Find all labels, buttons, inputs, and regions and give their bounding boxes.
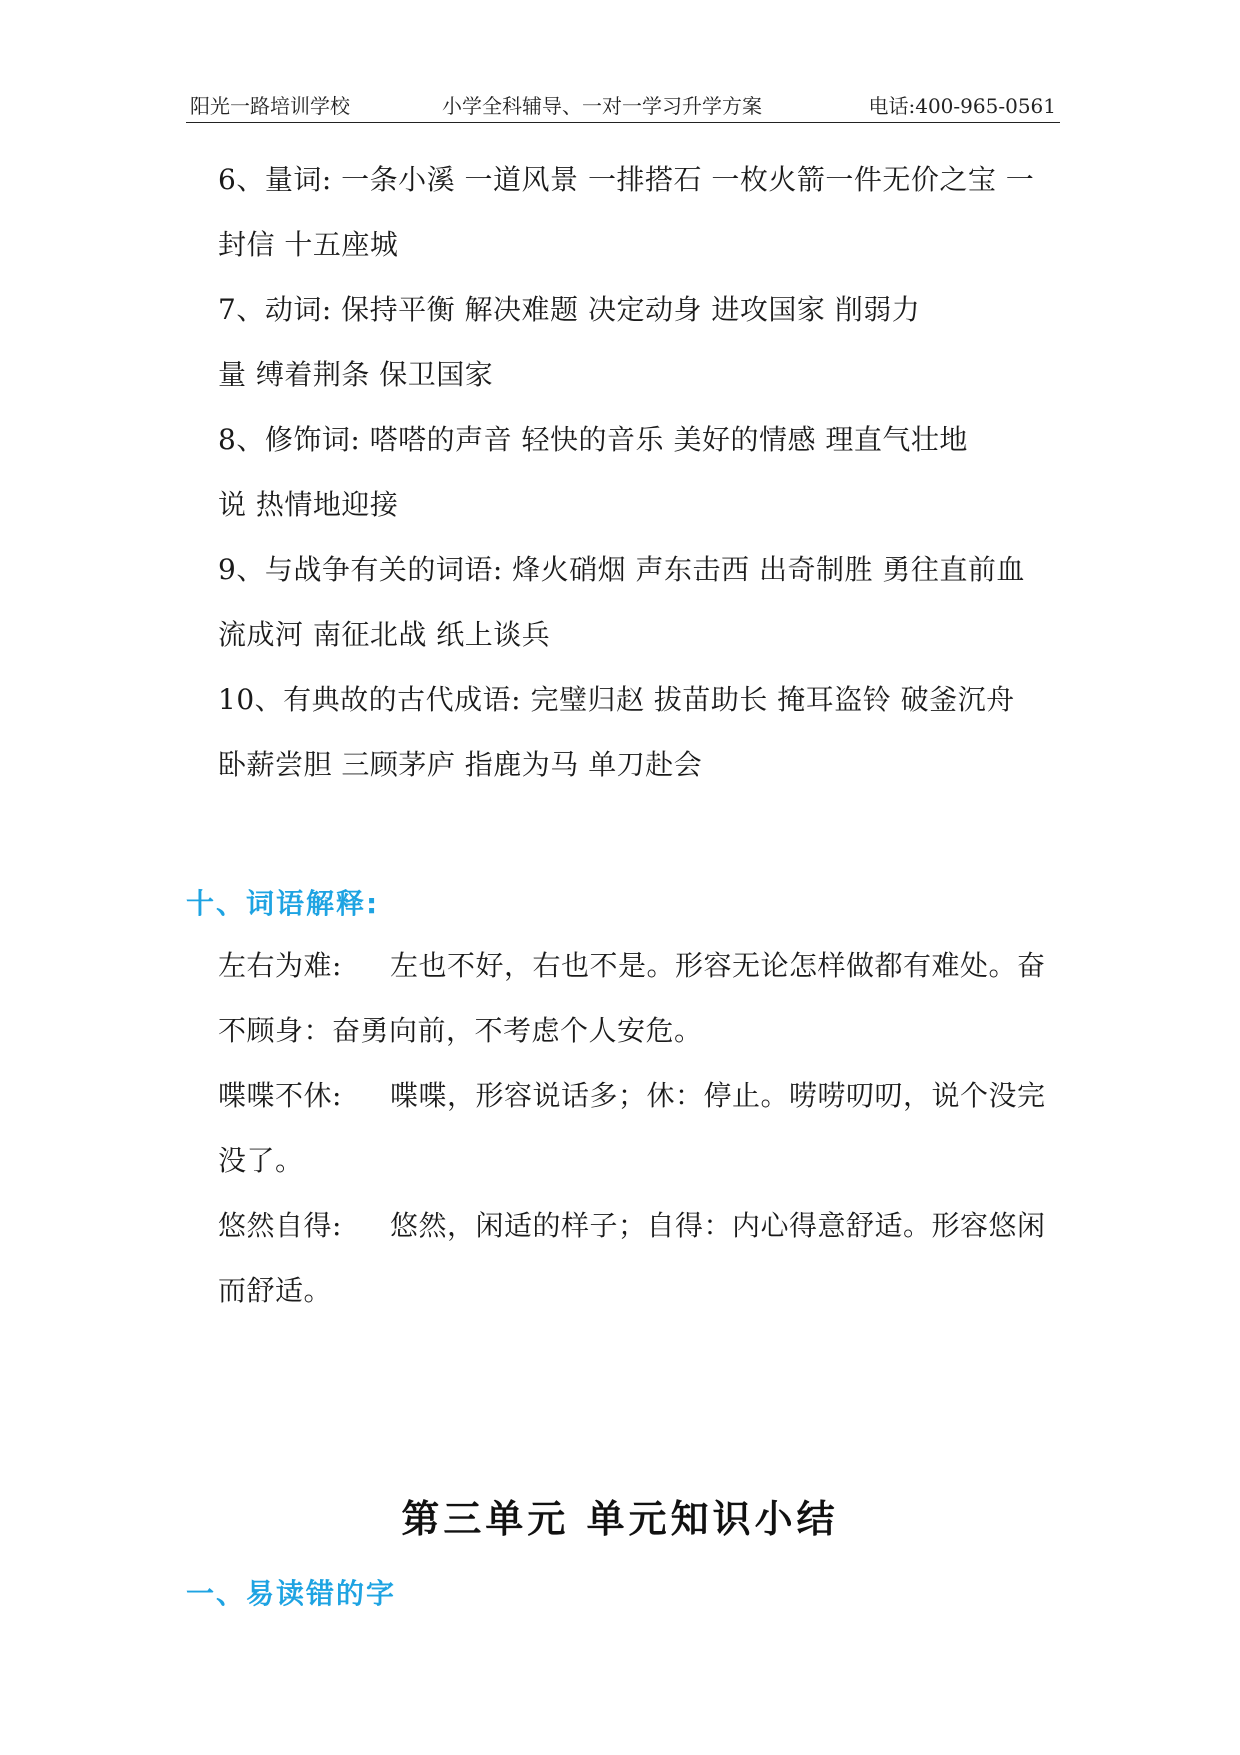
page-header — [186, 88, 1060, 123]
word-list-7-line2: 量 缚着荆条 保卫国家 — [218, 358, 494, 391]
section-ten-heading: 十、词语解释: — [186, 887, 380, 920]
definition-entry-1-cont: 不顾身：奋勇向前，不考虑个人安危。 — [218, 1014, 703, 1047]
header-slogan: 小学全科辅导、一对一学习升学方案 — [442, 94, 762, 118]
word-list-6-line1: 6、量词: 一条小溪 一道风景 一排搭石 一枚火箭一件无价之宝 一 — [218, 163, 1035, 196]
definition-entry-3-cont: 而舒适。 — [218, 1274, 333, 1307]
word-list-9-line2: 流成河 南征北战 纸上谈兵 — [218, 618, 551, 651]
definition-entry-1 — [218, 946, 1068, 986]
word-list-6-line2: 封信 十五座城 — [218, 228, 399, 261]
word-list-7-line1: 7、动词: 保持平衡 解决难题 决定动身 进攻国家 削弱力 — [218, 293, 921, 326]
definition-entry-2-cont: 没了。 — [218, 1144, 304, 1177]
definition-entry-3 — [218, 1206, 1068, 1246]
definition-text: 左也不好，右也不是。形容无论怎样做都有难处。奋 — [390, 949, 1046, 982]
definition-term: 悠然自得: — [218, 1209, 342, 1242]
definition-term: 喋喋不休: — [218, 1079, 342, 1112]
definition-entry-2 — [218, 1076, 1068, 1116]
word-list-10-line2: 卧薪尝胆 三顾茅庐 指鹿为马 单刀赴会 — [218, 748, 703, 781]
header-phone: 电话:400-965-0561 — [868, 94, 1056, 118]
definition-term: 左右为难: — [218, 949, 342, 982]
word-list-9-line1: 9、与战争有关的词语: 烽火硝烟 声东击西 出奇制胜 勇往直前血 — [218, 553, 1025, 586]
unit-title: 第三单元 单元知识小结 — [401, 1497, 839, 1541]
section-one-heading: 一、易读错的字 — [186, 1577, 397, 1610]
word-list-8-line1: 8、修饰词: 嗒嗒的声音 轻快的音乐 美好的情感 理直气壮地 — [218, 423, 968, 456]
definition-text: 悠然，闲适的样子；自得：内心得意舒适。形容悠闲 — [390, 1209, 1046, 1242]
word-list-10-line1: 10、有典故的古代成语: 完璧归赵 拔苗助长 掩耳盗铃 破釜沉舟 — [218, 683, 1015, 716]
definition-text: 喋喋，形容说话多；休：停止。唠唠叨叨，说个没完 — [390, 1079, 1046, 1112]
header-school: 阳光一路培训学校 — [190, 94, 350, 118]
word-list-8-line2: 说 热情地迎接 — [218, 488, 399, 521]
